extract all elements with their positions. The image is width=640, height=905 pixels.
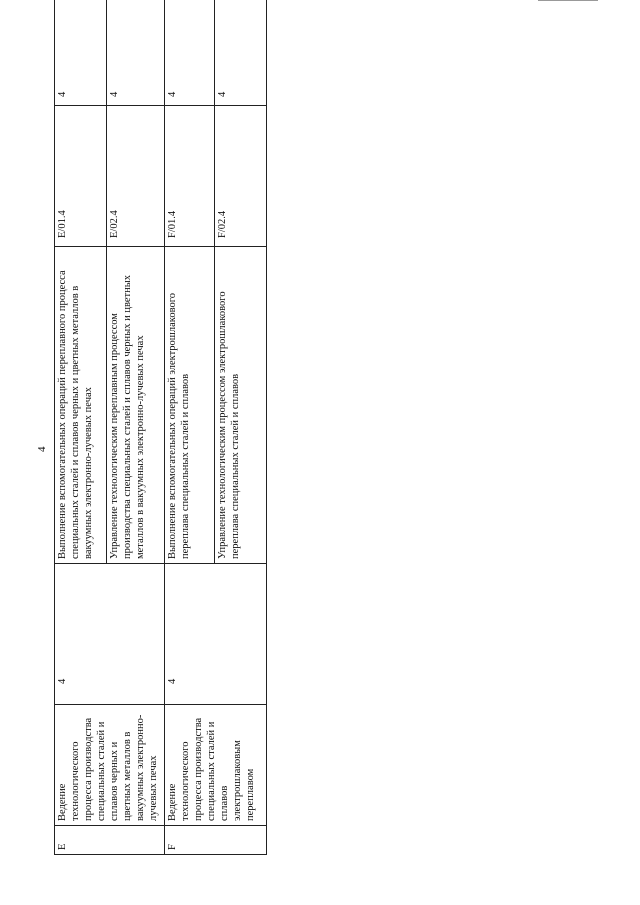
generalized-function-code: F (165, 826, 267, 855)
generalized-function-level: 4 (55, 564, 165, 705)
labor-function-code: E/02.4 (107, 106, 165, 247)
labor-function-level: 4 (165, 0, 215, 106)
labor-function-name: Выполнение вспомогательных операций переплавного процесса специальных сталей и сплавов черных и цветных металлов в вакуумных электронно-лучевых печах (55, 247, 107, 564)
labor-function-code: E/01.4 (55, 106, 107, 247)
generalized-function-code: E (55, 826, 165, 855)
labor-function-level: 4 (215, 0, 267, 106)
labor-function-name: Управление технологическим процессом электрошлакового переплава специальных сталей и сплавов (215, 247, 267, 564)
scan-edge-mark (538, 0, 598, 1)
functions-table (54, 0, 267, 855)
table-row (165, 0, 215, 855)
page-number: 4 (36, 446, 48, 452)
labor-function-name: Управление технологическим переплавным процессом производства специальных сталей и сплавов черных и цветных металлов в вакуумных электронно-лучевых печах (107, 247, 165, 564)
generalized-function-level: 4 (165, 564, 267, 705)
labor-function-name: Выполнение вспомогательных операций электрошлакового переплава специальных сталей и сплавов (165, 247, 215, 564)
labor-function-level: 4 (55, 0, 107, 106)
labor-function-level: 4 (107, 0, 165, 106)
labor-function-code: F/01.4 (165, 106, 215, 247)
labor-function-code: F/02.4 (215, 106, 267, 247)
generalized-function-name: Ведение технологического процесса производства специальных сталей и сплавов электрошлаковым переплавом (165, 705, 267, 826)
generalized-function-name: Ведение технологического процесса производства специальных сталей и сплавов черных и цветных металлов в вакуумных электронно-лучевых печах (55, 705, 165, 826)
rotated-table-container (54, 55, 266, 855)
table-row (55, 0, 107, 855)
